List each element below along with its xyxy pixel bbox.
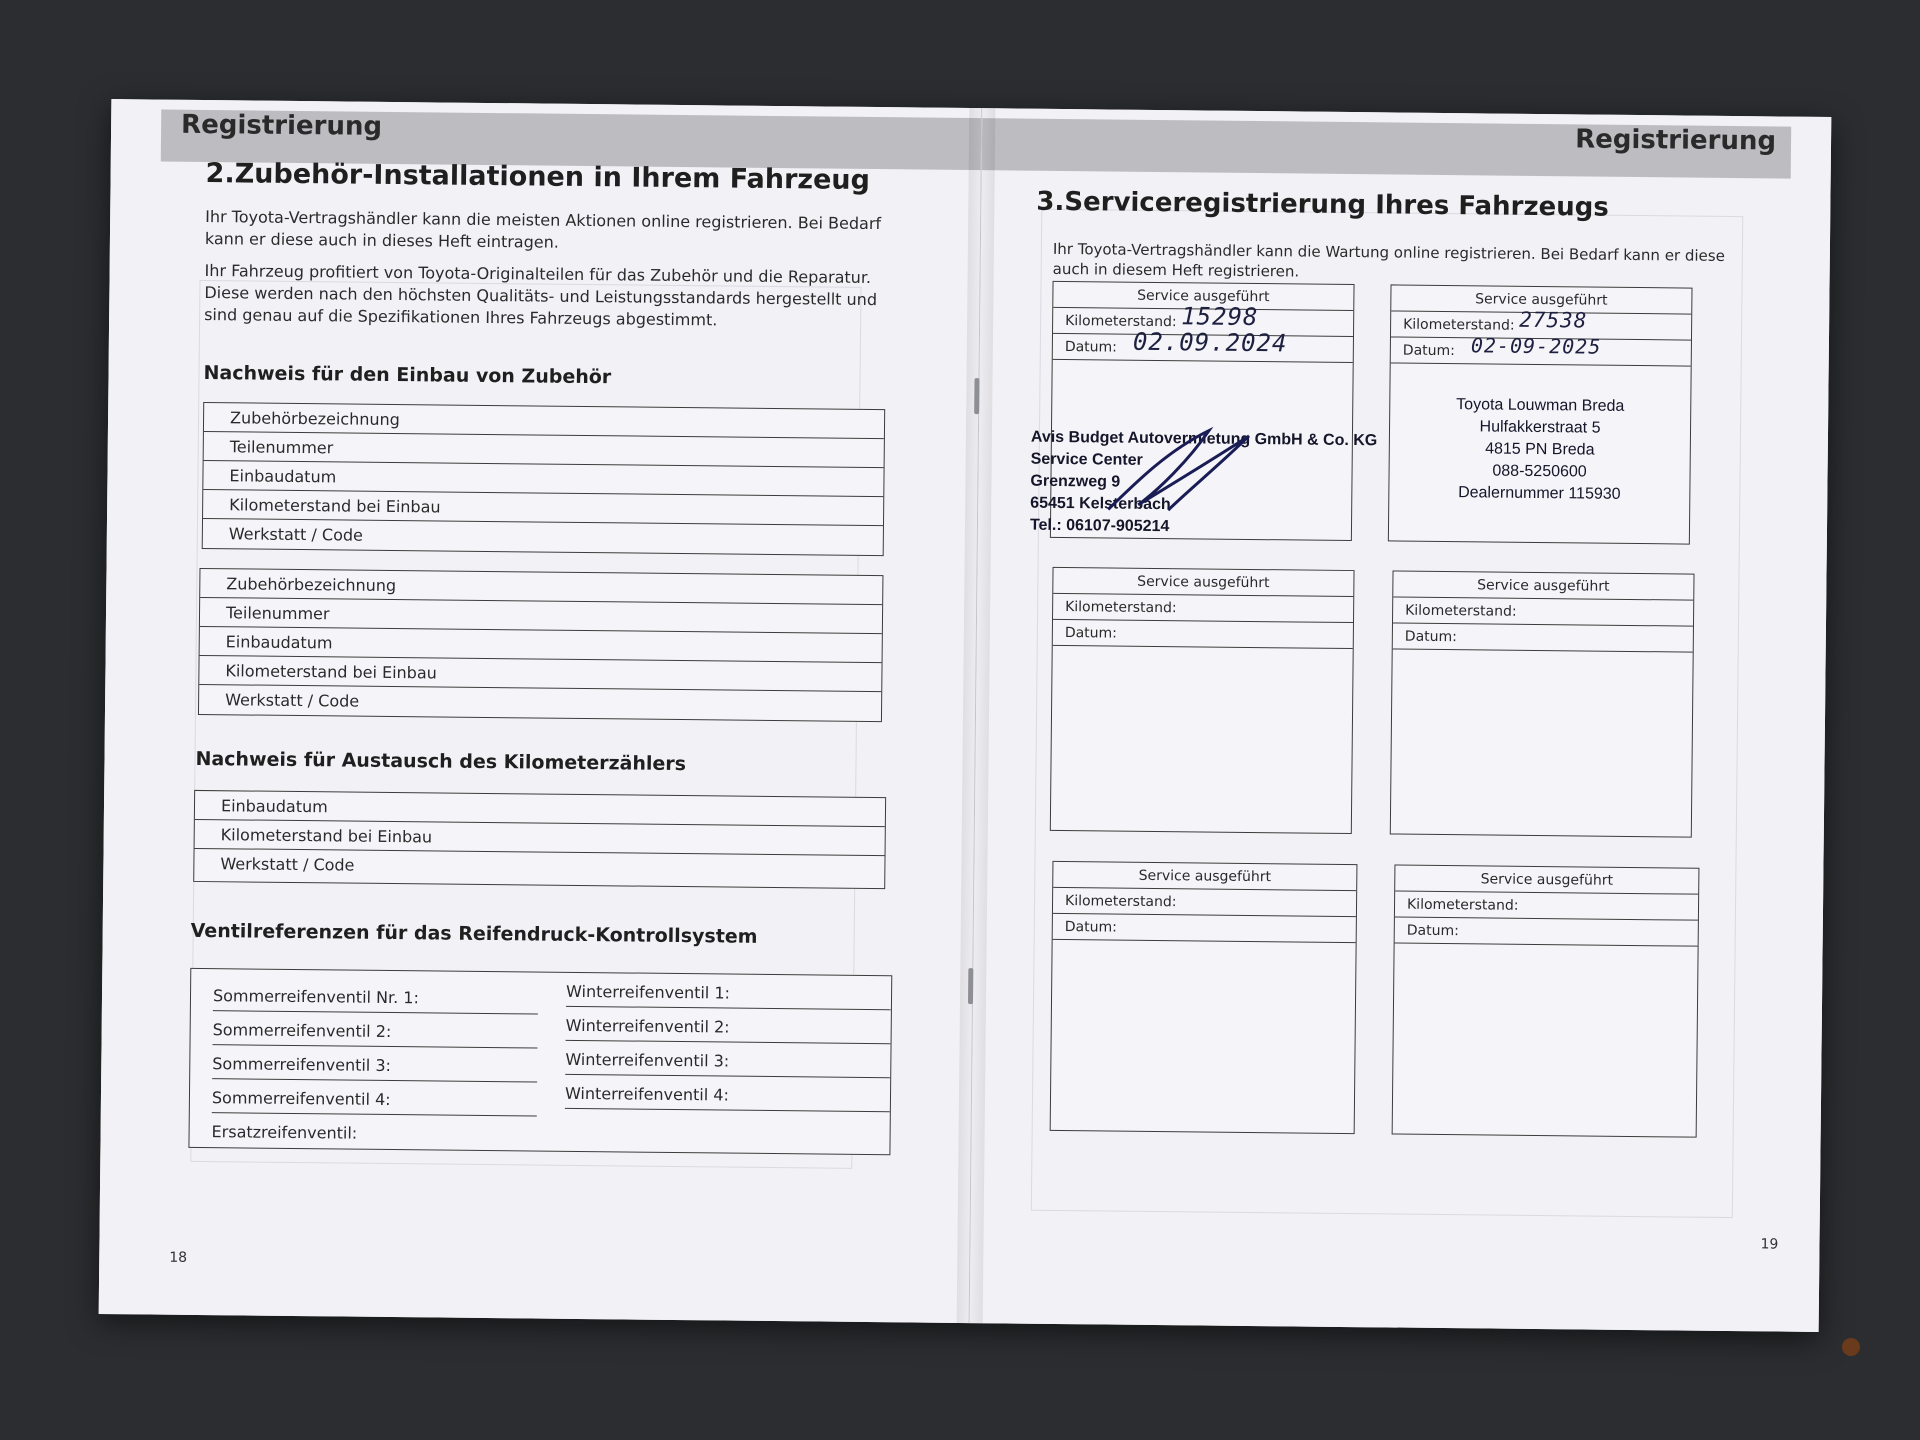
- section-title: 2.Zubehör-Installationen in Ihrem Fahrzeug: [205, 158, 871, 196]
- odometer-form: [193, 790, 886, 889]
- mileage-label: Kilometerstand:: [1065, 313, 1177, 331]
- header-title: Registrierung: [180, 109, 383, 142]
- service-entry-5: [1050, 861, 1358, 1134]
- field-accessory-name[interactable]: Zubehörbezeichnung: [204, 403, 884, 439]
- field-part-number[interactable]: Teilenummer: [204, 432, 884, 468]
- handwritten-date: 02.09.2024: [1132, 327, 1288, 358]
- date-label: Datum:: [1064, 339, 1118, 356]
- accessory-form-2: [198, 568, 884, 722]
- field-workshop-code[interactable]: Werkstatt / Code: [228, 524, 364, 545]
- dealer-stamp-2: Toyota Louwman Breda Hulfakkerstraat 5 4815 PN Breda 088-5250600 Dealernummer 115930: [1456, 396, 1625, 503]
- service-entry-heading: Service ausgeführt: [1053, 568, 1353, 597]
- handwritten-mileage: 27538: [1519, 307, 1588, 333]
- field-summer-valve-4[interactable]: Sommerreifenventil 4:: [212, 1079, 537, 1116]
- field-install-date[interactable]: Einbaudatum: [200, 627, 882, 663]
- field-summer-valve-3[interactable]: Sommerreifenventil 3:: [212, 1045, 537, 1082]
- date-label: Datum:: [1402, 342, 1456, 360]
- accessory-section-heading: Nachweis für den Einbau von Zubehör: [203, 362, 612, 389]
- field-winter-valve-1[interactable]: Winterreifenventil 1:: [566, 973, 891, 1010]
- parts-paragraph: Ihr Fahrzeug profitiert von Toyota-Originalteilen für das Zubehör und die Reparatur. Diese werden nach den höchsten Qualitäts- und Leistungsstandards hergestellt und sind genau auf die Spezifikationen Ihres Fahrzeugs abgestimmt.: [204, 261, 878, 330]
- field-mileage[interactable]: Kilometerstand:: [1053, 888, 1356, 917]
- field-install-date[interactable]: Einbaudatum: [195, 791, 885, 827]
- field-date[interactable]: [1391, 333, 1691, 366]
- dealer-stamp-1: Avis Budget Autovermietung GmbH & Co. KG Service Center Grenzweg 9 65451 Kelsterbach Tel.: 06107-905214: [1029, 428, 1378, 536]
- field-accessory-name[interactable]: Zubehörbezeichnung: [200, 569, 882, 605]
- intro-paragraph: Ihr Toyota-Vertragshändler kann die meisten Aktionen online registrieren. Bei Bedarf kann er diese auch in dieses Heft eintragen.: [204, 207, 882, 252]
- accessory-form-1: [202, 402, 886, 556]
- right-page: [970, 108, 1832, 1332]
- signature: [1098, 409, 1269, 531]
- service-booklet: [99, 99, 1832, 1332]
- left-page: [99, 99, 983, 1323]
- field-workshop-code[interactable]: Werkstatt / Code: [225, 690, 360, 711]
- header-title: Registrierung: [1575, 124, 1777, 157]
- field-install-mileage[interactable]: Kilometerstand bei Einbau: [199, 656, 881, 692]
- service-entry-heading: Service ausgeführt: [1391, 285, 1691, 314]
- field-date[interactable]: Datum:: [1393, 623, 1693, 652]
- field-mileage[interactable]: Kilometerstand:: [1395, 892, 1698, 921]
- field-summer-valve-1[interactable]: Sommerreifenventil Nr. 1:: [213, 977, 538, 1014]
- handwritten-date: 02-09-2025: [1470, 333, 1602, 359]
- handwritten-mileage: 15298: [1181, 302, 1259, 332]
- field-winter-valve-2[interactable]: Winterreifenventil 2:: [566, 1007, 891, 1044]
- field-spare-valve[interactable]: Ersatzreifenventil:: [211, 1122, 358, 1143]
- service-entry-6: [1392, 865, 1700, 1138]
- service-entry-2: [1388, 284, 1693, 544]
- field-part-number[interactable]: Teilenummer: [200, 598, 882, 634]
- service-entry-3: [1050, 567, 1355, 834]
- staple-bottom: [968, 968, 973, 1004]
- field-date[interactable]: Datum:: [1053, 620, 1353, 649]
- winter-valve-column: [565, 973, 891, 1112]
- field-winter-valve-4[interactable]: Winterreifenventil 4:: [565, 1075, 890, 1112]
- valve-form: [188, 968, 892, 1155]
- field-mileage[interactable]: Kilometerstand:: [1053, 594, 1353, 623]
- field-workshop-code[interactable]: Werkstatt / Code: [220, 854, 355, 875]
- debris-spot: [1842, 1338, 1860, 1356]
- valve-section-heading: Ventilreferenzen für das Reifendruck-Kontrollsystem: [190, 919, 758, 948]
- field-mileage[interactable]: Kilometerstand:: [1393, 597, 1693, 626]
- mileage-label: Kilometerstand:: [1403, 316, 1515, 334]
- field-install-date[interactable]: Einbaudatum: [203, 461, 883, 497]
- field-install-mileage[interactable]: Kilometerstand bei Einbau: [203, 490, 883, 526]
- field-summer-valve-2[interactable]: Sommerreifenventil 2:: [213, 1011, 538, 1048]
- summer-valve-column: [211, 977, 538, 1149]
- staple-top: [974, 378, 979, 414]
- service-entry-heading: Service ausgeführt: [1053, 282, 1353, 311]
- field-winter-valve-3[interactable]: Winterreifenventil 3:: [565, 1041, 890, 1078]
- service-entry-heading: Service ausgeführt: [1395, 866, 1698, 895]
- page-number-right: 19: [1760, 1236, 1779, 1253]
- service-entry-4: [1390, 570, 1695, 837]
- field-date[interactable]: Datum:: [1053, 914, 1356, 943]
- field-date[interactable]: [1053, 327, 1353, 363]
- service-entry-heading: Service ausgeführt: [1393, 571, 1693, 600]
- section-title: 3.Serviceregistrierung Ihres Fahrzeugs: [1036, 186, 1609, 223]
- field-install-mileage[interactable]: Kilometerstand bei Einbau: [195, 820, 885, 856]
- service-entry-heading: Service ausgeführt: [1053, 862, 1356, 891]
- page-number-left: 18: [169, 1249, 188, 1266]
- odometer-section-heading: Nachweis für Austausch des Kilometerzählers: [195, 747, 687, 776]
- field-date[interactable]: Datum:: [1395, 918, 1698, 947]
- intro-paragraph: Ihr Toyota-Vertragshändler kann die Wartung online registrieren. Bei Bedarf kann er diese auch in diesem Heft registrieren.: [1052, 239, 1725, 281]
